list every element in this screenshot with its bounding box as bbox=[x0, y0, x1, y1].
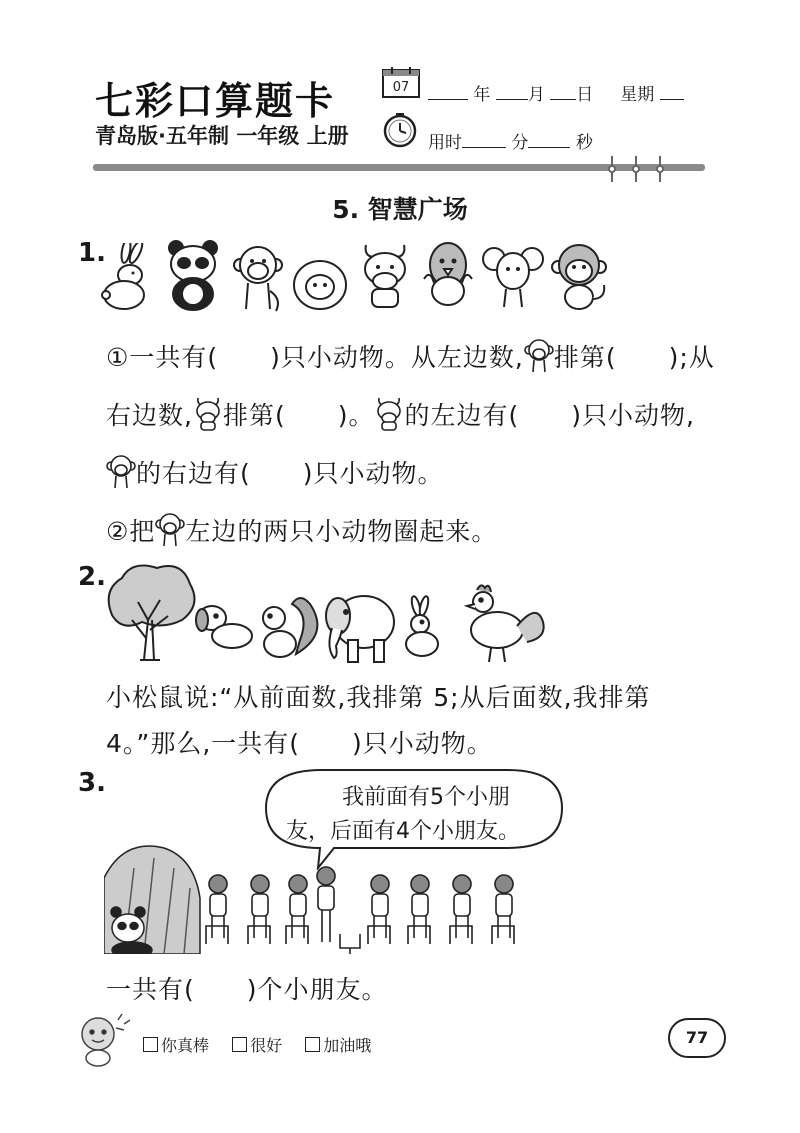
q1-animal-row bbox=[100, 238, 610, 313]
child-8-icon bbox=[492, 875, 514, 944]
day-label: 日 bbox=[576, 85, 594, 105]
rating-good-label: 很好 bbox=[250, 1036, 283, 1055]
q1-line-4 bbox=[106, 512, 497, 548]
q1-text-4a: ②把 bbox=[106, 517, 156, 546]
year-label: 年 bbox=[473, 85, 491, 105]
q1-line-3 bbox=[106, 454, 444, 490]
checkbox-icon[interactable] bbox=[305, 1037, 320, 1052]
rooster-icon bbox=[467, 585, 544, 662]
minute-label: 分 bbox=[511, 133, 529, 153]
mouse-icon bbox=[482, 241, 544, 313]
tree-icon bbox=[109, 566, 195, 660]
child-6-icon bbox=[408, 875, 430, 944]
sheep-icon bbox=[290, 253, 350, 313]
child-5-icon bbox=[368, 875, 390, 944]
edition-label: 青岛版·五年制 一年级 上册 bbox=[95, 124, 349, 148]
mascot-icon bbox=[72, 1010, 134, 1072]
q3-answer-line: 一共有( )个小朋友。 bbox=[106, 975, 388, 1004]
q1-text-4b: 左边的两只小动物圈起来。 bbox=[185, 517, 498, 546]
q1-text-2b: 排第( )。 bbox=[222, 401, 375, 430]
second-label: 秒 bbox=[575, 133, 593, 153]
question-3-number: 3. bbox=[78, 768, 106, 798]
q3-children-scene bbox=[104, 838, 532, 958]
child-3-icon bbox=[286, 875, 308, 944]
q1-line-1 bbox=[106, 338, 715, 374]
calendar-day: 07 bbox=[392, 80, 410, 95]
bubble-line-2: 友，后面有4个小朋友。 bbox=[286, 819, 520, 844]
brand-logo: 七彩口算题卡 bbox=[95, 79, 336, 123]
panda-icon bbox=[166, 238, 226, 313]
rating-try-label: 加油哦 bbox=[323, 1036, 372, 1055]
monkey-icon bbox=[232, 241, 284, 313]
q1-text-1a: ①一共有( )只小动物。从左边数, bbox=[106, 343, 524, 372]
cow-icon-inline bbox=[193, 396, 223, 432]
q1-text-3: 的右边有( )只小动物。 bbox=[136, 459, 444, 488]
child-7-icon bbox=[450, 875, 472, 944]
elephant-icon bbox=[326, 596, 394, 662]
q1-line-2 bbox=[106, 396, 695, 432]
q2-line-1: 小松鼠说:“从前面数,我排第 5;从后面数,我排第 bbox=[106, 683, 651, 712]
dog-icon bbox=[196, 606, 252, 648]
monkey-icon-inline-2 bbox=[106, 454, 136, 490]
cow-icon bbox=[356, 241, 414, 313]
squirrel-icon bbox=[263, 598, 317, 657]
rating-options bbox=[143, 1033, 389, 1056]
monkey-icon-inline-3 bbox=[155, 512, 185, 548]
q1-text-2a: 右边数, bbox=[106, 401, 193, 430]
q1-text-2c: 的左边有( )只小动物, bbox=[404, 401, 695, 430]
rating-great-label: 你真棒 bbox=[161, 1036, 210, 1055]
q1-text-1b: 排第( );从 bbox=[553, 343, 715, 372]
chick-icon bbox=[420, 239, 476, 313]
clock-icon bbox=[382, 112, 418, 152]
child-2-icon bbox=[248, 875, 270, 944]
rabbit-2-icon bbox=[406, 595, 438, 656]
cow-icon-inline-2 bbox=[374, 396, 404, 432]
child-1-icon bbox=[206, 875, 228, 944]
bubble-line-1: 我前面有5个小朋 bbox=[342, 785, 510, 810]
q2-animal-row bbox=[102, 560, 547, 669]
rating-option-good[interactable] bbox=[232, 1036, 282, 1055]
weekday-label: 星期 bbox=[620, 85, 655, 105]
q2-line-2: 4。”那么,一共有( )只小动物。 bbox=[106, 729, 493, 758]
calendar-icon bbox=[382, 66, 420, 102]
monkey-2-icon bbox=[550, 241, 610, 313]
rabbit-icon bbox=[100, 243, 160, 313]
rating-option-try[interactable] bbox=[305, 1036, 371, 1055]
question-2-number: 2. bbox=[78, 562, 106, 592]
panda-bamboo-icon bbox=[104, 846, 200, 954]
chair-row bbox=[340, 934, 360, 954]
divider-ornament bbox=[604, 156, 668, 186]
section-title: 5. 智慧广场 bbox=[332, 195, 468, 224]
time-label: 用时 bbox=[428, 133, 462, 153]
child-4-standing-icon bbox=[317, 867, 335, 942]
rating-option-great[interactable] bbox=[143, 1036, 209, 1055]
monkey-icon-inline bbox=[524, 338, 554, 374]
date-line bbox=[428, 80, 684, 105]
checkbox-icon[interactable] bbox=[143, 1037, 158, 1052]
question-1-number: 1. bbox=[78, 238, 106, 268]
month-label: 月 bbox=[527, 85, 545, 105]
time-line bbox=[428, 128, 593, 153]
page-number: 77 bbox=[668, 1018, 726, 1058]
checkbox-icon[interactable] bbox=[232, 1037, 247, 1052]
